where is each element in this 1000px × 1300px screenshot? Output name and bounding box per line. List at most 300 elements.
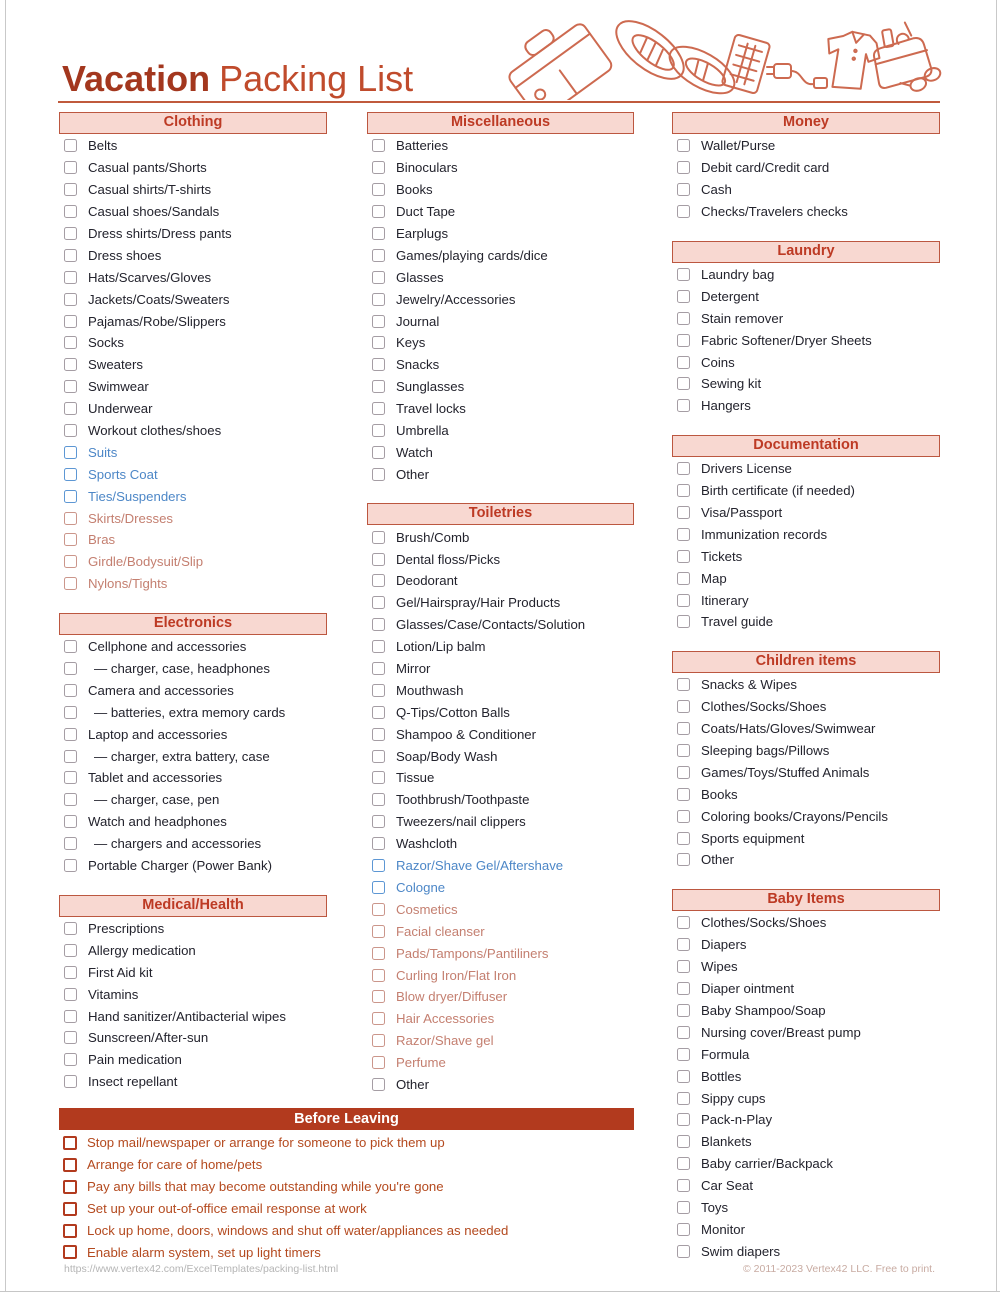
item-label: Baby Shampoo/Soap: [701, 1002, 826, 1018]
checkbox[interactable]: [677, 1135, 690, 1148]
checklist-item: [367, 135, 634, 157]
checklist-item: [367, 658, 634, 680]
checkbox[interactable]: [63, 1224, 77, 1238]
item-label: Umbrella: [396, 423, 449, 439]
item-label: Lotion/Lip balm: [396, 639, 486, 655]
checkbox[interactable]: [64, 358, 77, 371]
checkbox[interactable]: [372, 358, 385, 371]
item-label: Debit card/Credit card: [701, 160, 830, 176]
checkbox[interactable]: [64, 1010, 77, 1023]
checkbox[interactable]: [63, 1158, 77, 1172]
checkbox[interactable]: [64, 227, 77, 240]
checkbox[interactable]: [64, 684, 77, 697]
checkbox[interactable]: [372, 139, 385, 152]
checkbox[interactable]: [677, 766, 690, 779]
item-label: Deodorant: [396, 573, 458, 589]
checkbox[interactable]: [677, 1048, 690, 1061]
checkbox[interactable]: [372, 553, 385, 566]
checkbox[interactable]: [64, 468, 77, 481]
item-label: Batteries: [396, 138, 449, 154]
checklist-item: [367, 1074, 634, 1096]
checkbox[interactable]: [677, 1026, 690, 1039]
checklist-item: [672, 1175, 940, 1197]
item-label: Bottles: [701, 1068, 742, 1084]
checkbox[interactable]: [372, 227, 385, 240]
checkbox[interactable]: [64, 922, 77, 935]
checklist-item: [672, 1021, 940, 1043]
checkbox[interactable]: [677, 1113, 690, 1126]
item-label: — charger, case, headphones: [94, 661, 270, 677]
checklist-item: [367, 1008, 634, 1030]
item-label: Underwear: [88, 401, 153, 417]
item-label: Watch and headphones: [88, 814, 227, 830]
checklist-item: [367, 548, 634, 570]
checkbox[interactable]: [63, 1245, 77, 1259]
checkbox[interactable]: [372, 336, 385, 349]
item-label: Sweaters: [88, 357, 143, 373]
item-label: Skirts/Dresses: [88, 510, 173, 526]
page-edge-bottom: [0, 1291, 1000, 1292]
checkbox[interactable]: [64, 988, 77, 1001]
checklist-item: [59, 658, 327, 680]
checklist-item: [367, 266, 634, 288]
footer: [64, 1263, 935, 1275]
checkbox[interactable]: [64, 662, 77, 675]
checklist-item: [672, 1043, 940, 1065]
checklist-item: [672, 934, 940, 956]
checklist-item: [59, 507, 327, 529]
checkbox[interactable]: [64, 249, 77, 262]
checkbox[interactable]: [677, 594, 690, 607]
checkbox[interactable]: [677, 1223, 690, 1236]
item-label: Shampoo & Conditioner: [396, 726, 537, 742]
checklist-item: [367, 745, 634, 767]
checkbox[interactable]: [677, 1245, 690, 1258]
checkbox[interactable]: [63, 1136, 77, 1150]
checkbox[interactable]: [372, 771, 385, 784]
checklist-item: [59, 745, 327, 767]
checklist-item: [367, 701, 634, 723]
travel-illustration: [498, 16, 943, 100]
footer-url[interactable]: https://www.vertex42.com/ExcelTemplates/packing-list.html: [64, 1263, 339, 1275]
checkbox[interactable]: [677, 938, 690, 951]
checkbox[interactable]: [372, 574, 385, 587]
checkbox[interactable]: [677, 462, 690, 475]
checklist-item: [367, 398, 634, 420]
item-label: Sleeping bags/Pillows: [701, 743, 830, 759]
item-label: — charger, extra battery, case: [94, 748, 270, 764]
item-label: Clothes/Socks/Shoes: [701, 699, 827, 715]
item-label: Sewing kit: [701, 376, 762, 392]
checkbox[interactable]: [64, 859, 77, 872]
item-label: Razor/Shave gel: [396, 1033, 494, 1049]
checklist-item: [672, 1197, 940, 1219]
checklist-item: [367, 1030, 634, 1052]
section-medical-health: [59, 895, 327, 1093]
checkbox[interactable]: [677, 312, 690, 325]
checkbox[interactable]: [677, 506, 690, 519]
checkbox[interactable]: [63, 1202, 77, 1216]
checklist-item: [672, 978, 940, 1000]
checkbox[interactable]: [372, 662, 385, 675]
item-label: Sports equipment: [701, 830, 805, 846]
item-label: Cellphone and accessories: [88, 639, 247, 655]
section-baby-items: [672, 889, 940, 1262]
checklist-item: [367, 157, 634, 179]
checkbox[interactable]: [372, 161, 385, 174]
checklist-item: [59, 811, 327, 833]
checklist-item: [59, 1154, 634, 1176]
checklist-item: [59, 135, 327, 157]
checklist-item: [367, 570, 634, 592]
checkbox[interactable]: [372, 750, 385, 763]
checkbox[interactable]: [677, 810, 690, 823]
checkbox[interactable]: [372, 859, 385, 872]
section-items: [672, 457, 940, 633]
section-title: Toiletries: [367, 503, 634, 525]
checkbox[interactable]: [372, 684, 385, 697]
item-label: Car Seat: [701, 1178, 754, 1194]
checklist-item: [672, 307, 940, 329]
checklist-item: [672, 740, 940, 762]
item-label: Birth certificate (if needed): [701, 483, 855, 499]
checkbox[interactable]: [64, 161, 77, 174]
checkbox[interactable]: [64, 640, 77, 653]
checkbox[interactable]: [372, 837, 385, 850]
checkbox[interactable]: [372, 793, 385, 806]
checkbox[interactable]: [372, 183, 385, 196]
checkbox[interactable]: [372, 380, 385, 393]
checkbox[interactable]: [64, 837, 77, 850]
checkbox[interactable]: [677, 572, 690, 585]
checklist-item: [672, 827, 940, 849]
item-label: Swim diapers: [701, 1243, 781, 1259]
checkbox[interactable]: [372, 990, 385, 1003]
checkbox[interactable]: [372, 205, 385, 218]
checkbox[interactable]: [372, 531, 385, 544]
checkbox[interactable]: [372, 402, 385, 415]
checklist-item: [367, 942, 634, 964]
checkbox[interactable]: [677, 139, 690, 152]
checkbox[interactable]: [677, 982, 690, 995]
item-label: Arrange for care of home/pets: [87, 1157, 263, 1173]
checklist-item: [367, 463, 634, 485]
checkbox[interactable]: [372, 903, 385, 916]
checkbox[interactable]: [677, 484, 690, 497]
item-label: Razor/Shave Gel/Aftershave: [396, 858, 564, 874]
item-label: Cash: [701, 182, 732, 198]
checklist-item: [59, 266, 327, 288]
checklist-item: [672, 458, 940, 480]
checklist-item: [59, 961, 327, 983]
checkbox[interactable]: [64, 750, 77, 763]
checklist-item: [367, 877, 634, 899]
item-label: Insect repellant: [88, 1074, 178, 1090]
checkbox[interactable]: [372, 706, 385, 719]
item-label: Stain remover: [701, 310, 784, 326]
item-label: Monitor: [701, 1221, 745, 1237]
charger-icon: [767, 64, 827, 88]
item-label: Keys: [396, 335, 426, 351]
checkbox[interactable]: [64, 446, 77, 459]
checklist-item: [672, 179, 940, 201]
item-label: Workout clothes/shoes: [88, 423, 222, 439]
checklist-item: [672, 718, 940, 740]
header-rule: [58, 101, 940, 103]
checklist-item: [672, 611, 940, 633]
checkbox[interactable]: [372, 881, 385, 894]
checklist-item: [672, 783, 940, 805]
checkbox[interactable]: [372, 315, 385, 328]
checkbox[interactable]: [677, 1179, 690, 1192]
checkbox[interactable]: [677, 528, 690, 541]
item-label: Itinerary: [701, 592, 749, 608]
checkbox[interactable]: [64, 512, 77, 525]
checkbox[interactable]: [64, 815, 77, 828]
checkbox[interactable]: [372, 1034, 385, 1047]
checkbox[interactable]: [677, 1092, 690, 1105]
checkbox[interactable]: [372, 640, 385, 653]
checklist-item: [672, 1065, 940, 1087]
checkbox[interactable]: [64, 424, 77, 437]
item-label: Bras: [88, 532, 116, 548]
checklist-item: [672, 285, 940, 307]
checkbox[interactable]: [677, 399, 690, 412]
checkbox[interactable]: [677, 788, 690, 801]
item-label: Cologne: [396, 879, 446, 895]
checkbox[interactable]: [372, 468, 385, 481]
checkbox[interactable]: [677, 722, 690, 735]
item-label: Jewelry/Accessories: [396, 291, 516, 307]
item-label: Blow dryer/Diffuser: [396, 989, 508, 1005]
item-label: Books: [701, 786, 738, 802]
checkbox[interactable]: [677, 916, 690, 929]
sunglasses-icon: [900, 66, 943, 96]
checkbox[interactable]: [372, 728, 385, 741]
checkbox[interactable]: [64, 793, 77, 806]
checkbox[interactable]: [677, 1004, 690, 1017]
section-items: [672, 673, 940, 871]
checkbox[interactable]: [372, 446, 385, 459]
checklist-item: [672, 1218, 940, 1240]
item-label: Coats/Hats/Gloves/Swimwear: [701, 721, 876, 737]
item-label: Other: [701, 852, 734, 868]
checkbox[interactable]: [372, 271, 385, 284]
checklist-item: [672, 567, 940, 589]
checkbox[interactable]: [372, 969, 385, 982]
item-label: — charger, case, pen: [94, 792, 220, 808]
item-label: Casual shoes/Sandals: [88, 204, 220, 220]
checklist-item: [367, 920, 634, 942]
checkbox[interactable]: [64, 315, 77, 328]
checkbox[interactable]: [64, 293, 77, 306]
checklist-item: [59, 354, 327, 376]
checkbox[interactable]: [677, 1157, 690, 1170]
checkbox[interactable]: [677, 700, 690, 713]
checkbox[interactable]: [64, 1031, 77, 1044]
section-title: Baby Items: [672, 889, 940, 911]
checklist-item: [59, 244, 327, 266]
checklist-item: [672, 1153, 940, 1175]
item-label: Curling Iron/Flat Iron: [396, 967, 517, 983]
checkbox[interactable]: [64, 728, 77, 741]
checkbox[interactable]: [677, 1070, 690, 1083]
checklist-item: [672, 1000, 940, 1022]
checkbox[interactable]: [64, 1075, 77, 1088]
checklist-item: [59, 573, 327, 595]
checkbox[interactable]: [677, 853, 690, 866]
column-left: [59, 112, 327, 1111]
checkbox[interactable]: [372, 815, 385, 828]
checkbox[interactable]: [677, 550, 690, 563]
checkbox[interactable]: [677, 205, 690, 218]
checklist-item: [59, 723, 327, 745]
checkbox[interactable]: [64, 771, 77, 784]
item-label: Suits: [88, 444, 118, 460]
checkbox[interactable]: [677, 334, 690, 347]
checkbox[interactable]: [64, 490, 77, 503]
item-label: Pack-n-Play: [701, 1112, 773, 1128]
item-label: Jackets/Coats/Sweaters: [88, 291, 230, 307]
sneaker-icon: [607, 16, 693, 90]
checkbox[interactable]: [64, 966, 77, 979]
checkbox[interactable]: [372, 249, 385, 262]
item-label: Wallet/Purse: [701, 138, 776, 154]
item-label: Pay any bills that may become outstanding while you're gone: [87, 1179, 444, 1195]
checklist-item: [59, 376, 327, 398]
checkbox[interactable]: [64, 555, 77, 568]
checklist-item: [59, 551, 327, 573]
item-label: Lock up home, doors, windows and shut off water/appliances as needed: [87, 1223, 509, 1238]
checkbox[interactable]: [677, 615, 690, 628]
item-label: Casual shirts/T-shirts: [88, 182, 212, 198]
checkbox[interactable]: [64, 139, 77, 152]
checklist-item: [672, 696, 940, 718]
checkbox[interactable]: [64, 183, 77, 196]
checkbox[interactable]: [64, 205, 77, 218]
checklist-item: [367, 526, 634, 548]
checklist-item: [367, 964, 634, 986]
item-label: Tablet and accessories: [88, 770, 223, 786]
checklist-item: [367, 201, 634, 223]
checkbox[interactable]: [64, 533, 77, 546]
checklist-item: [59, 679, 327, 701]
checkbox[interactable]: [677, 744, 690, 757]
checkbox[interactable]: [64, 380, 77, 393]
checkbox[interactable]: [677, 161, 690, 174]
checkbox[interactable]: [63, 1180, 77, 1194]
checklist-item: [672, 502, 940, 524]
checklist-item: [59, 157, 327, 179]
checkbox[interactable]: [677, 832, 690, 845]
checklist-item: [367, 614, 634, 636]
checklist-item: [367, 811, 634, 833]
checkbox[interactable]: [677, 678, 690, 691]
checklist-item: [672, 329, 940, 351]
checkbox[interactable]: [372, 1078, 385, 1091]
checkbox[interactable]: [372, 1012, 385, 1025]
checkbox[interactable]: [677, 183, 690, 196]
checklist-item: [367, 789, 634, 811]
section-title: Documentation: [672, 435, 940, 457]
checklist-item: [367, 636, 634, 658]
page-title: [62, 58, 413, 100]
checklist-item: [59, 833, 327, 855]
item-label: Stop mail/newspaper or arrange for someone to pick them up: [87, 1135, 445, 1151]
item-label: Other: [396, 466, 429, 482]
column-middle: [367, 112, 634, 1113]
checkbox[interactable]: [64, 336, 77, 349]
item-label: — batteries, extra memory cards: [94, 704, 286, 720]
item-label: Glasses: [396, 269, 444, 285]
checklist-item: [367, 679, 634, 701]
checkbox[interactable]: [64, 1053, 77, 1066]
checkbox[interactable]: [677, 290, 690, 303]
checkbox[interactable]: [372, 596, 385, 609]
checkbox[interactable]: [677, 268, 690, 281]
column-right: [672, 112, 940, 1280]
checklist-item: [59, 983, 327, 1005]
item-label: Hats/Scarves/Gloves: [88, 269, 212, 285]
item-label: Camera and accessories: [88, 682, 234, 698]
checkbox[interactable]: [677, 1201, 690, 1214]
checkbox[interactable]: [64, 271, 77, 284]
checklist-item: [367, 855, 634, 877]
item-label: Immunization records: [701, 526, 828, 542]
checkbox[interactable]: [677, 960, 690, 973]
checkbox[interactable]: [64, 402, 77, 415]
checklist-item: [59, 223, 327, 245]
item-label: — chargers and accessories: [94, 836, 262, 852]
checklist-item: [672, 1240, 940, 1262]
checkbox[interactable]: [372, 618, 385, 631]
section-documentation: [672, 435, 940, 633]
checkbox[interactable]: [372, 424, 385, 437]
checklist-item: [367, 898, 634, 920]
section-toiletries: [367, 503, 634, 1095]
checklist-item: [59, 529, 327, 551]
checklist-item: [672, 201, 940, 223]
checklist-item: [367, 767, 634, 789]
checkbox[interactable]: [677, 356, 690, 369]
checkbox[interactable]: [64, 944, 77, 957]
checklist-item: [59, 1049, 327, 1071]
checkbox[interactable]: [372, 925, 385, 938]
item-label: Perfume: [396, 1055, 446, 1071]
item-label: Other: [396, 1076, 429, 1092]
section-laundry: [672, 241, 940, 417]
section-title: Before Leaving: [59, 1108, 634, 1130]
checklist-item: [59, 1241, 634, 1263]
checkbox[interactable]: [64, 706, 77, 719]
suitcase-icon: [498, 16, 614, 100]
checklist-item: [367, 354, 634, 376]
checkbox[interactable]: [372, 1056, 385, 1069]
checkbox[interactable]: [64, 577, 77, 590]
item-label: Visa/Passport: [701, 505, 783, 521]
checkbox[interactable]: [677, 377, 690, 390]
checkbox[interactable]: [372, 947, 385, 960]
checklist-item: [59, 918, 327, 940]
section-items: [59, 635, 327, 877]
checklist-item: [59, 1220, 634, 1242]
checklist-item: [367, 288, 634, 310]
section-children-items: [672, 651, 940, 871]
checkbox[interactable]: [372, 293, 385, 306]
checklist-item: [367, 332, 634, 354]
section-items: [59, 1130, 634, 1263]
item-label: Dress shirts/Dress pants: [88, 226, 232, 241]
